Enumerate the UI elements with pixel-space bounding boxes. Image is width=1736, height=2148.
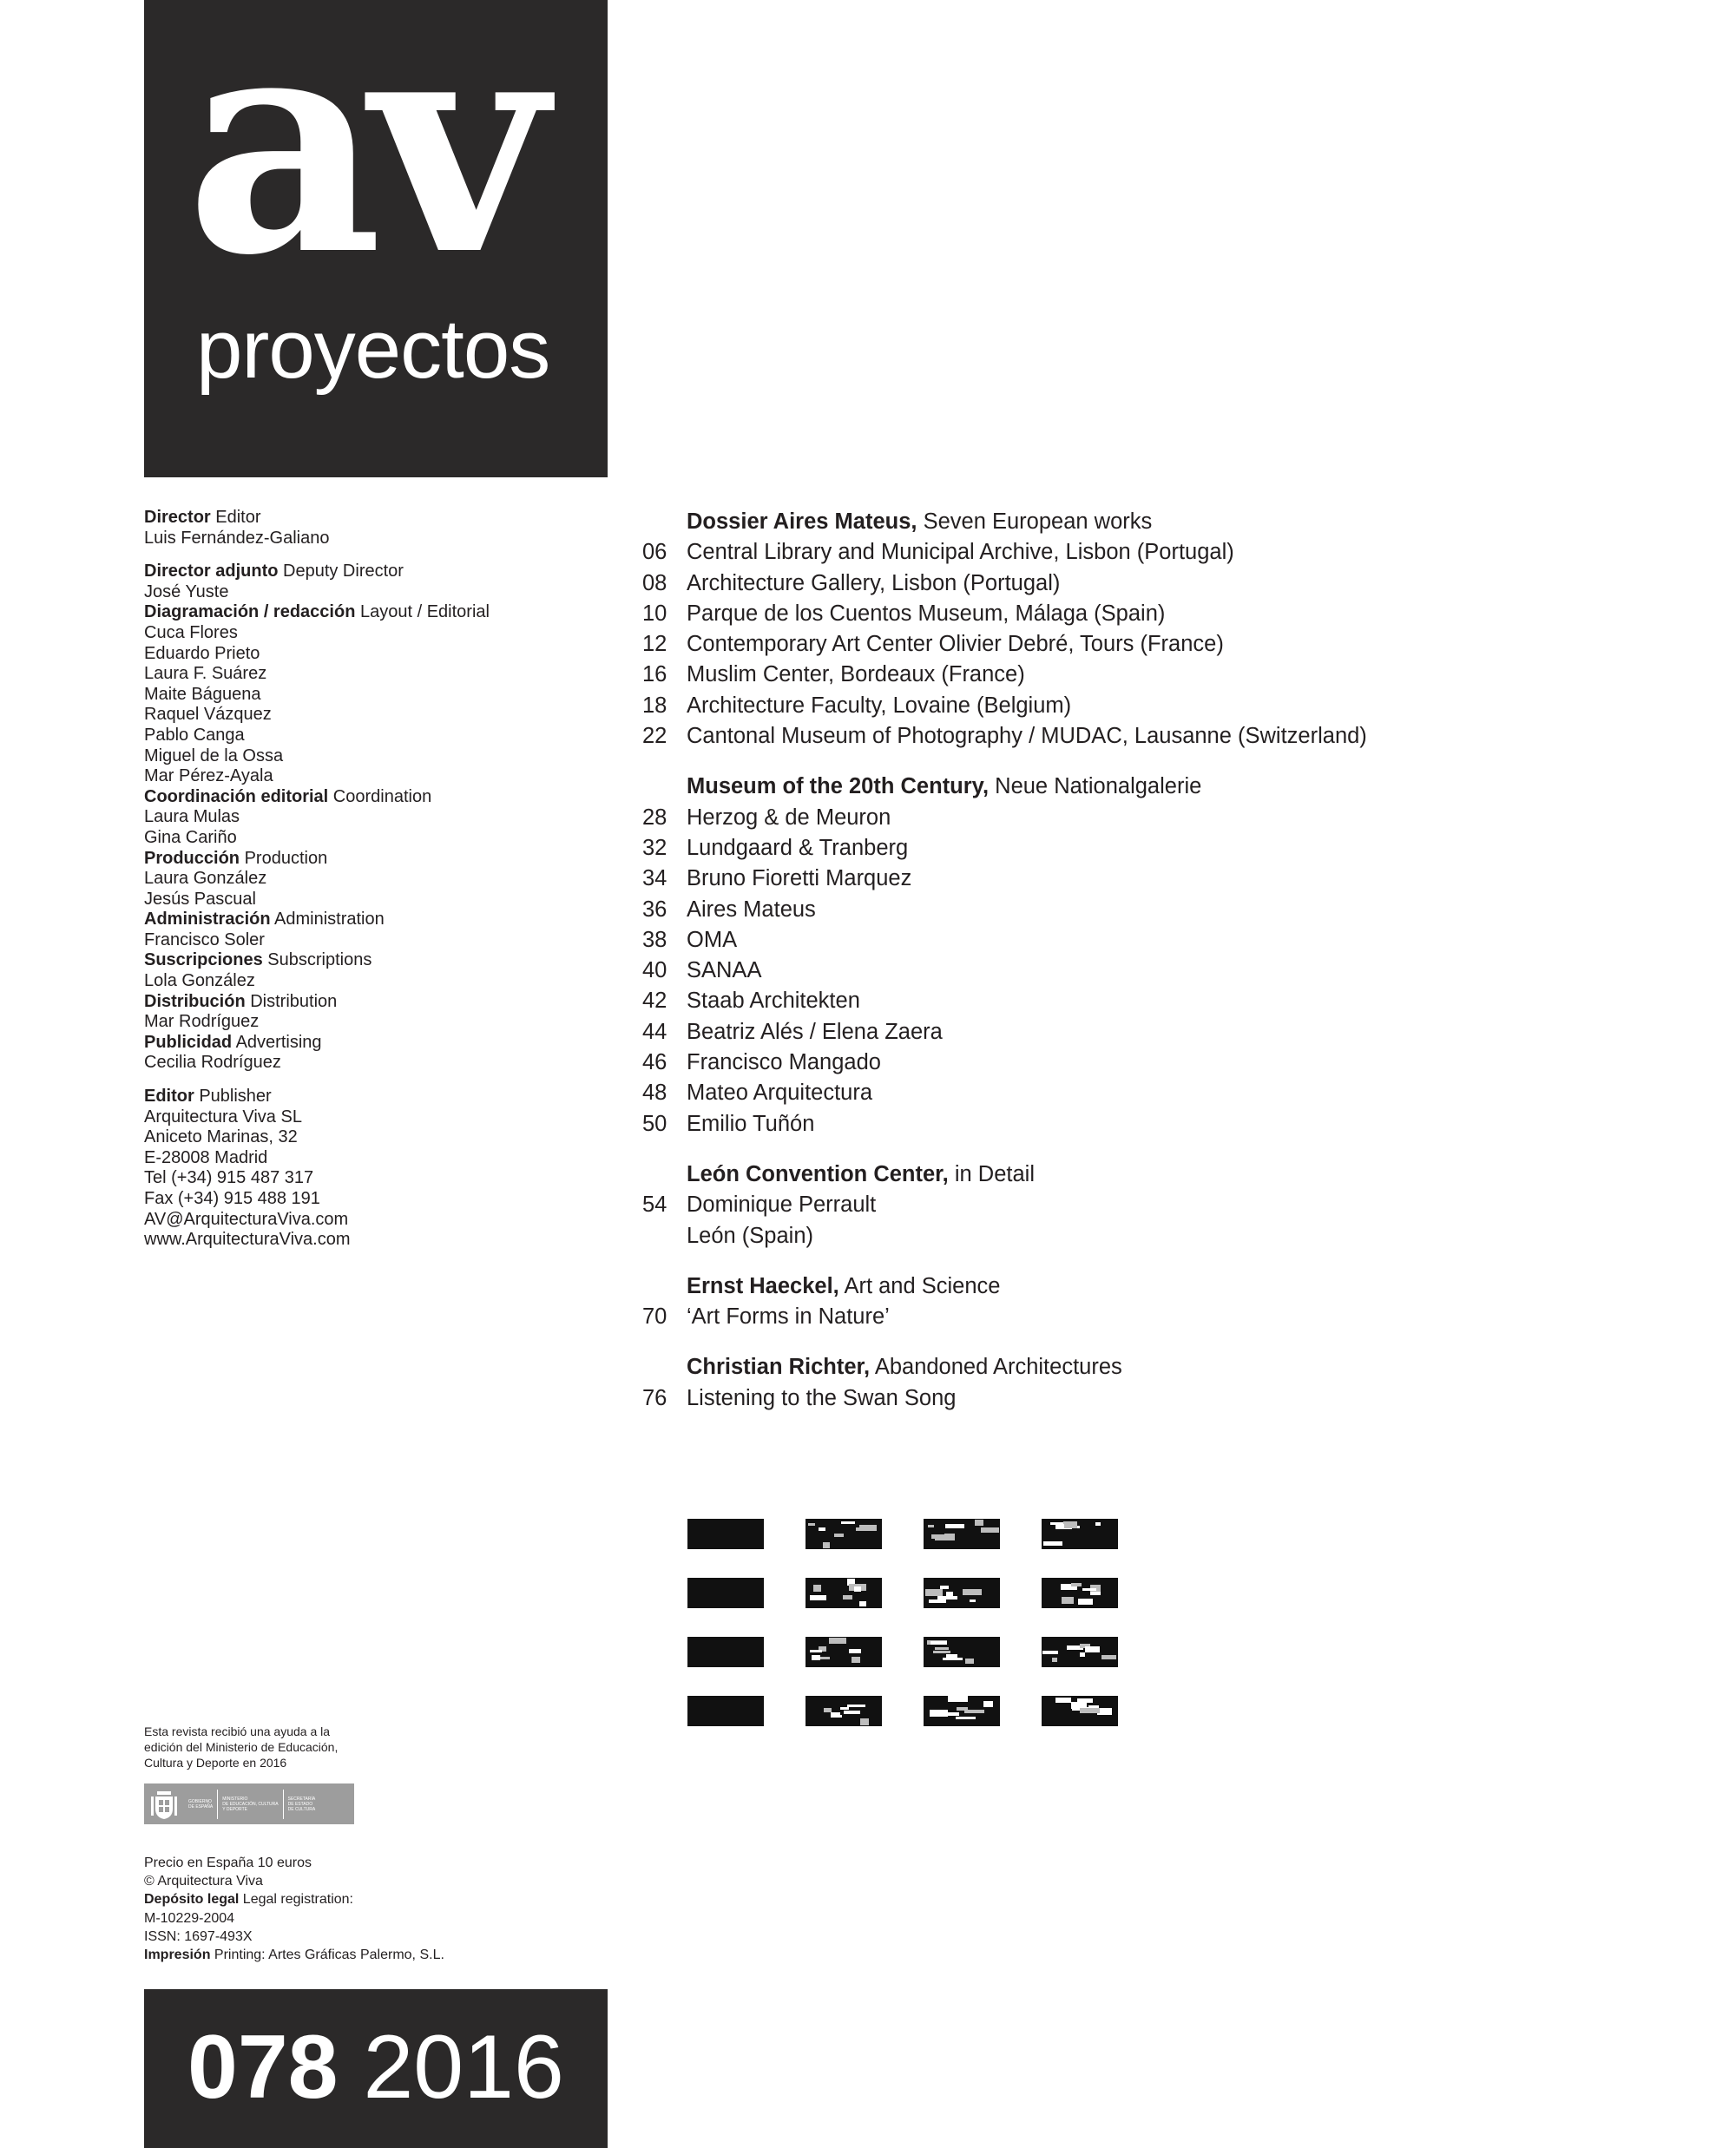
credit-text: Mar Pérez-Ayala [144, 766, 273, 786]
toc-entry [642, 568, 1684, 599]
toc-entry [642, 1048, 1684, 1078]
credit-row [144, 1210, 613, 1231]
credit-text: Miguel de la Ossa [144, 746, 284, 765]
credit-row [144, 1189, 613, 1210]
credit-row [144, 950, 613, 971]
toc-entry-title: Parque de los Cuentos Museum, Málaga (Spain) [687, 601, 1166, 626]
toc-page-number: 40 [642, 958, 667, 983]
credit-role: Administración [144, 910, 271, 929]
credit-row [144, 582, 613, 603]
credit-row [144, 992, 613, 1013]
section-title-bold: Dossier Aires Mateus, [687, 509, 917, 534]
imprint-row [144, 1909, 630, 1928]
coat-of-arms-icon [149, 1788, 179, 1821]
toc-entry [642, 864, 1684, 894]
toc-entry [642, 721, 1684, 752]
toc-page-number: 18 [642, 693, 667, 718]
plan-thumbnail [1042, 1519, 1118, 1549]
ministry-logo-line: DE CULTURA [287, 1806, 316, 1812]
credit-text: Distribution [245, 991, 338, 1011]
ministry-logo-text [184, 1790, 217, 1819]
imprint-text: Legal registration: [239, 1892, 353, 1908]
credit-text: Production [240, 848, 328, 868]
toc-page-number: 32 [642, 835, 667, 860]
credit-role: Coordinación editorial [144, 786, 329, 806]
toc-entry [642, 1302, 1684, 1332]
toc-entry [642, 986, 1684, 1016]
toc-page-number: 08 [642, 570, 667, 595]
credit-text: Publisher [194, 1087, 272, 1107]
credit-text: Mar Rodríguez [144, 1012, 260, 1032]
toc-section [642, 1159, 1684, 1251]
credit-row [144, 1230, 613, 1251]
credit-text: Lola González [144, 971, 255, 991]
credit-text: Advertising [232, 1032, 322, 1052]
credit-text: Subscriptions [262, 950, 372, 970]
credit-role: Distribución [144, 991, 246, 1011]
imprint-label: Depósito legal [144, 1892, 240, 1908]
magazine-logo [144, 0, 608, 477]
toc-entry-title: Cantonal Museum of Photography / MUDAC, Lausanne (Switzerland) [687, 724, 1367, 749]
credit-text: Aniceto Marinas, 32 [144, 1127, 298, 1147]
credit-text: Tel (+34) 915 487 317 [144, 1168, 314, 1188]
section-title-plain: Abandoned Architectures [870, 1355, 1122, 1380]
credit-text: Cecilia Rodríguez [144, 1053, 281, 1073]
credit-row [144, 602, 613, 623]
toc-entry-title: Staab Architekten [687, 989, 860, 1014]
grant-line: Cultura y Deporte en 2016 [144, 1756, 287, 1770]
plan-thumbnail [1042, 1578, 1118, 1608]
toc-section-title [642, 772, 1684, 802]
plan-thumbnail [806, 1696, 882, 1726]
plan-thumbnail [924, 1519, 1000, 1549]
credit-role: Diagramación / redacción [144, 602, 356, 622]
toc-page-number: 38 [642, 927, 667, 952]
toc-entry-title: Contemporary Art Center Olivier Debré, Tours (France) [687, 632, 1224, 657]
toc-section [642, 772, 1684, 1140]
toc-entry [642, 895, 1684, 925]
credit-row [144, 1168, 613, 1189]
toc-entry-title: Central Library and Municipal Archive, Lisbon (Portugal) [687, 540, 1234, 565]
grant-line: Esta revista recibió una ayuda a la [144, 1724, 331, 1738]
imprint-text: © Arquitectura Viva [144, 1874, 263, 1889]
grant-notice [144, 1724, 404, 1770]
credit-row [144, 1033, 613, 1054]
section-title-plain: Seven European works [917, 509, 1153, 534]
toc-entry-title: Emilio Tuñón [687, 1111, 815, 1136]
toc-entry [642, 1221, 1684, 1251]
table-of-contents [642, 507, 1684, 1434]
credit-text: Cuca Flores [144, 622, 238, 642]
section-title-bold: Christian Richter, [687, 1355, 871, 1380]
credit-text: Administration [270, 910, 385, 929]
credit-row [144, 746, 613, 767]
issue-label [187, 2017, 564, 2118]
section-title-plain: Art and Science [838, 1273, 1001, 1298]
toc-section [642, 1352, 1684, 1414]
toc-entry [642, 833, 1684, 864]
imprint-row [144, 1854, 630, 1872]
toc-entry-title: Francisco Mangado [687, 1050, 881, 1075]
toc-page-number [642, 1221, 687, 1251]
credit-text: Coordination [328, 786, 432, 806]
section-title-bold: Museum of the 20th Century, [687, 774, 990, 799]
credit-text: Arquitectura Viva SL [144, 1107, 302, 1127]
toc-entry-title: Mateo Arquitectura [687, 1081, 873, 1106]
plan-thumbnail [806, 1578, 882, 1608]
plan-thumbnail [924, 1578, 1000, 1608]
imprint-row [144, 1890, 630, 1908]
section-title-plain: Neue Nationalgalerie [989, 774, 1202, 799]
toc-entry [642, 956, 1684, 986]
toc-page-number: 36 [642, 897, 667, 922]
toc-page-number: 06 [642, 540, 667, 565]
toc-entry-title: León (Spain) [687, 1223, 814, 1248]
credit-row [144, 910, 613, 930]
credit-row [144, 807, 613, 828]
toc-page-number: 10 [642, 601, 667, 626]
toc-entry [642, 1383, 1684, 1414]
toc-entry-title: Dominique Perrault [687, 1192, 877, 1218]
toc-page-number: 70 [642, 1304, 667, 1330]
ministry-logo-line: DE ESTADO [287, 1801, 313, 1807]
imprint-info [144, 1854, 630, 1964]
plan-thumbnail [687, 1578, 764, 1608]
plan-thumbnail [806, 1637, 882, 1667]
imprint-label: Impresión [144, 1948, 211, 1963]
toc-page-number: 44 [642, 1019, 667, 1044]
masthead-credits [144, 508, 613, 1264]
credit-row [144, 869, 613, 890]
section-title-bold: Ernst Haeckel, [687, 1273, 839, 1298]
credit-text: Maite Báguena [144, 684, 261, 704]
toc-page-number: 76 [642, 1385, 667, 1410]
issue-number: 078 [187, 2017, 339, 2118]
credit-row [144, 971, 613, 992]
imprint-text: Precio en España 10 euros [144, 1856, 312, 1870]
imprint-text: ISSN: 1697-493X [144, 1928, 253, 1944]
credit-role: Director adjunto [144, 562, 279, 581]
toc-entry [642, 1078, 1684, 1108]
toc-entry [642, 1190, 1684, 1220]
toc-entry [642, 803, 1684, 833]
toc-entry [642, 660, 1684, 690]
credit-row [144, 562, 613, 582]
credit-row [144, 623, 613, 644]
ministry-logo-line: SECRETARÍA [287, 1796, 316, 1802]
toc-entry [642, 691, 1684, 721]
imprint-text: Printing: Artes Gráficas Palermo, S.L. [210, 1948, 444, 1963]
credit-text: Eduardo Prieto [144, 643, 260, 663]
credit-row [144, 766, 613, 787]
plan-thumbnail [1042, 1637, 1118, 1667]
credit-row [144, 1053, 613, 1074]
credit-row [144, 1127, 613, 1148]
credit-row [144, 1012, 613, 1033]
toc-page-number: 34 [642, 866, 667, 891]
credit-text: Deputy Director [278, 562, 404, 581]
toc-entry-title: ‘Art Forms in Nature’ [687, 1304, 890, 1330]
credit-text: E-28008 Madrid [144, 1147, 268, 1167]
credit-row [144, 685, 613, 706]
toc-section-title [642, 1352, 1684, 1383]
credit-text: Raquel Vázquez [144, 705, 272, 725]
toc-section-title [642, 507, 1684, 537]
logo-mark: av [186, 0, 536, 322]
toc-entry [642, 1109, 1684, 1140]
plan-thumbnail [687, 1696, 764, 1726]
credit-row [144, 1148, 613, 1169]
toc-entry [642, 629, 1684, 660]
ministry-logo-text [283, 1790, 320, 1819]
section-title-bold: León Convention Center, [687, 1161, 949, 1186]
credit-row [144, 726, 613, 746]
imprint-row [144, 1928, 630, 1946]
credit-row [144, 705, 613, 726]
ministry-logo-line: GOBIERNO [188, 1798, 212, 1804]
credit-row [144, 644, 613, 665]
credit-row [144, 849, 613, 870]
plan-thumbnail [924, 1696, 1000, 1726]
ministry-logo [144, 1783, 354, 1824]
toc-page-number: 16 [642, 662, 667, 687]
credit-text: Francisco Soler [144, 929, 265, 949]
imprint-row [144, 1872, 630, 1890]
credit-text: Editor [210, 508, 261, 527]
toc-entry [642, 1017, 1684, 1048]
plan-thumbnail [687, 1637, 764, 1667]
credit-text: Laura F. Suárez [144, 664, 267, 684]
section-title-plain: in Detail [948, 1161, 1035, 1186]
plan-thumbnails [687, 1519, 1130, 1731]
toc-entry [642, 925, 1684, 956]
imprint-row [144, 1946, 630, 1964]
ministry-logo-text [217, 1790, 282, 1819]
credit-row [144, 930, 613, 951]
imprint-text: M-10229-2004 [144, 1910, 235, 1926]
credit-row [144, 664, 613, 685]
credit-row [144, 787, 613, 808]
credit-row [144, 828, 613, 849]
credit-role: Editor [144, 1087, 194, 1107]
plan-thumbnail [1042, 1696, 1118, 1726]
credit-group [144, 1087, 613, 1251]
toc-page-number: 48 [642, 1081, 667, 1106]
toc-entry-title: Architecture Faculty, Lovaine (Belgium) [687, 693, 1072, 718]
credit-role: Producción [144, 848, 240, 868]
credit-text: www.ArquitecturaViva.com [144, 1230, 351, 1250]
toc-page-number: 42 [642, 989, 667, 1014]
credit-text: José Yuste [144, 581, 229, 601]
toc-entry-title: Aires Mateus [687, 897, 816, 922]
credit-text: Laura González [144, 869, 267, 889]
toc-entry [642, 537, 1684, 568]
credit-role: Suscripciones [144, 950, 263, 970]
credit-group [144, 562, 613, 1074]
ministry-logo-line: DE EDUCACIÓN, CULTURA [222, 1801, 279, 1807]
toc-entry-title: OMA [687, 927, 738, 952]
credit-text: AV@ArquitecturaViva.com [144, 1209, 349, 1229]
credit-text: Jesús Pascual [144, 889, 256, 909]
toc-page-number: 22 [642, 724, 667, 749]
toc-page-number: 54 [642, 1192, 667, 1218]
toc-section [642, 507, 1684, 752]
plan-thumbnail [924, 1637, 1000, 1667]
credit-row [144, 529, 613, 549]
toc-entry-title: Herzog & de Meuron [687, 805, 891, 830]
credit-text: Fax (+34) 915 488 191 [144, 1189, 320, 1208]
toc-entry-title: Beatriz Alés / Elena Zaera [687, 1019, 943, 1044]
toc-entry-title: Bruno Fioretti Marquez [687, 866, 912, 891]
issue-box [144, 1989, 608, 2148]
ministry-logo-line: DE ESPAÑA [188, 1803, 214, 1810]
credit-text: Laura Mulas [144, 807, 240, 827]
toc-page-number: 28 [642, 805, 667, 830]
credit-text: Pablo Canga [144, 725, 245, 745]
toc-entry-title: Muslim Center, Bordeaux (France) [687, 662, 1025, 687]
issue-year: 2016 [363, 2017, 564, 2118]
plan-thumbnail [806, 1519, 882, 1549]
credit-text: Layout / Editorial [355, 602, 490, 622]
toc-page-number: 12 [642, 632, 667, 657]
credit-text: Luis Fernández-Galiano [144, 528, 330, 548]
toc-entry-title: Architecture Gallery, Lisbon (Portugal) [687, 570, 1061, 595]
toc-entry-title: SANAA [687, 958, 762, 983]
toc-section [642, 1271, 1684, 1333]
credit-row [144, 508, 613, 529]
grant-line: edición del Ministerio de Educación, [144, 1740, 339, 1754]
toc-section-title [642, 1159, 1684, 1190]
credit-row [144, 1087, 613, 1107]
toc-entry-title: Listening to the Swan Song [687, 1385, 957, 1410]
credit-text: Gina Cariño [144, 827, 237, 847]
logo-subtitle: proyectos [196, 303, 550, 396]
credit-role: Director [144, 508, 211, 527]
toc-entry-title: Lundgaard & Tranberg [687, 835, 909, 860]
credit-group [144, 508, 613, 548]
ministry-logo-line: MINISTERIO [222, 1796, 248, 1802]
toc-entry [642, 599, 1684, 629]
toc-page-number: 50 [642, 1111, 667, 1136]
credit-role: Publicidad [144, 1032, 233, 1052]
credit-row [144, 1107, 613, 1128]
ministry-logo-line: Y DEPORTE [222, 1806, 247, 1812]
plan-thumbnail [687, 1519, 764, 1549]
toc-page-number: 46 [642, 1050, 667, 1075]
toc-section-title [642, 1271, 1684, 1302]
credit-row [144, 890, 613, 910]
